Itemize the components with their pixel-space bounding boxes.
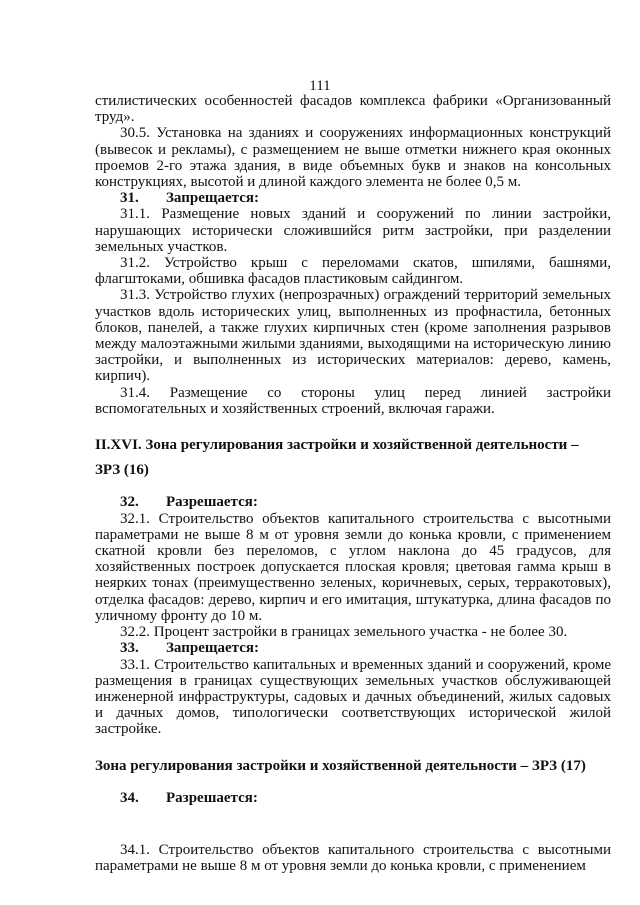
paragraph: 31.1. Размещение новых зданий и сооружений по линии застройки, нарушающих исторически сложившийся ритм застройки, при разделении земельных участков. [95, 206, 611, 255]
section-heading: Зона регулирования застройки и хозяйственной деятельности – ЗРЗ (17) [95, 757, 586, 774]
clause-number: 33. [120, 640, 139, 657]
paragraph: 31.2. Устройство крыш с переломами скатов, шпилями, башнями, флагштоками, обшивка фасадов пластиковым сайдингом. [95, 255, 611, 288]
paragraph: 33.1. Строительство капитальных и временных зданий и сооружений, кроме размещения в границах существующих земельных участков обслуживающей инженерной инфраструктуры, садовых и дачных объединений, жилых садовых и дачных домов, типологически соответствующих исторической жилой застройке. [95, 656, 611, 738]
paragraph: 32.2. Процент застройки в границах земельного участка - не более 30. [120, 624, 568, 641]
clause-number: 31. [120, 190, 139, 207]
clause-heading [95, 790, 611, 806]
spacer [95, 453, 611, 462]
body-text [95, 93, 611, 874]
spacer [95, 478, 611, 494]
paragraph: 34.1. Строительство объектов капитального строительства с высотными параметрами не выше 8 м от уровня земли до конька кровли, с применением [95, 841, 611, 875]
page-number: 111 [309, 78, 331, 94]
clause-heading [95, 494, 611, 510]
clause-number: 32. [120, 494, 139, 511]
clause-title: Разрешается: [166, 789, 258, 806]
spacer [95, 738, 611, 758]
spacer [95, 417, 611, 437]
paragraph: 31.4. Размещение со стороны улиц перед линией застройки вспомогательных и хозяйственных строений, включая гаражи. [95, 384, 611, 417]
clause-heading [95, 640, 611, 656]
paragraph: 30.5. Установка на зданиях и сооружениях информационных конструкций (вывесок и рекламы), с размещением не выше отметки нижнего края оконных проемов 2-го этажа здания, в виде объемных букв и знаков на консольных конструкциях, высотой и длиной каждого элемента не более 0,5 м. [95, 125, 611, 191]
clause-number: 34. [120, 789, 139, 806]
paragraph: стилистических особенностей фасадов комплекса фабрики «Организованный труд». [95, 93, 611, 126]
spacer [95, 806, 611, 842]
clause-title: Запрещается: [166, 190, 260, 207]
section-heading: II.XVI. Зона регулирования застройки и хозяйственной деятельности – [95, 437, 579, 454]
paragraph: 32.1. Строительство объектов капитального строительства с высотными параметрами не выше 8 м от уровня земли до конька кровли, с применением скатной кровли без переломов, с углом наклона до 45 градусов, для хозяйственных построек допускается плоская кровля; цветовая гамма крыш в неярких тонах (преимущественно зеленых, коричневых, серых, терракотовых), отделка фасадов: дерево, кирпич и его имитация, штукатурка, длина фасадов по уличному фронту до 10 м. [95, 510, 611, 624]
spacer [95, 774, 611, 790]
clause-title: Запрещается: [166, 640, 260, 657]
section-heading: ЗРЗ (16) [95, 462, 149, 479]
clause-title: Разрешается: [166, 494, 258, 511]
clause-heading [95, 190, 611, 206]
paragraph: 31.3. Устройство глухих (непрозрачных) ограждений территорий земельных участков вдоль исторических улиц, выполненных из профнастила, бетонных блоков, панелей, а также глухих кирпичных стен (кроме заполнения разрывов между малоэтажными жилыми зданиями, выходящими на историческую линию застройки, и выполненных из исторических материалов: дерево, камень, кирпич). [95, 287, 611, 385]
